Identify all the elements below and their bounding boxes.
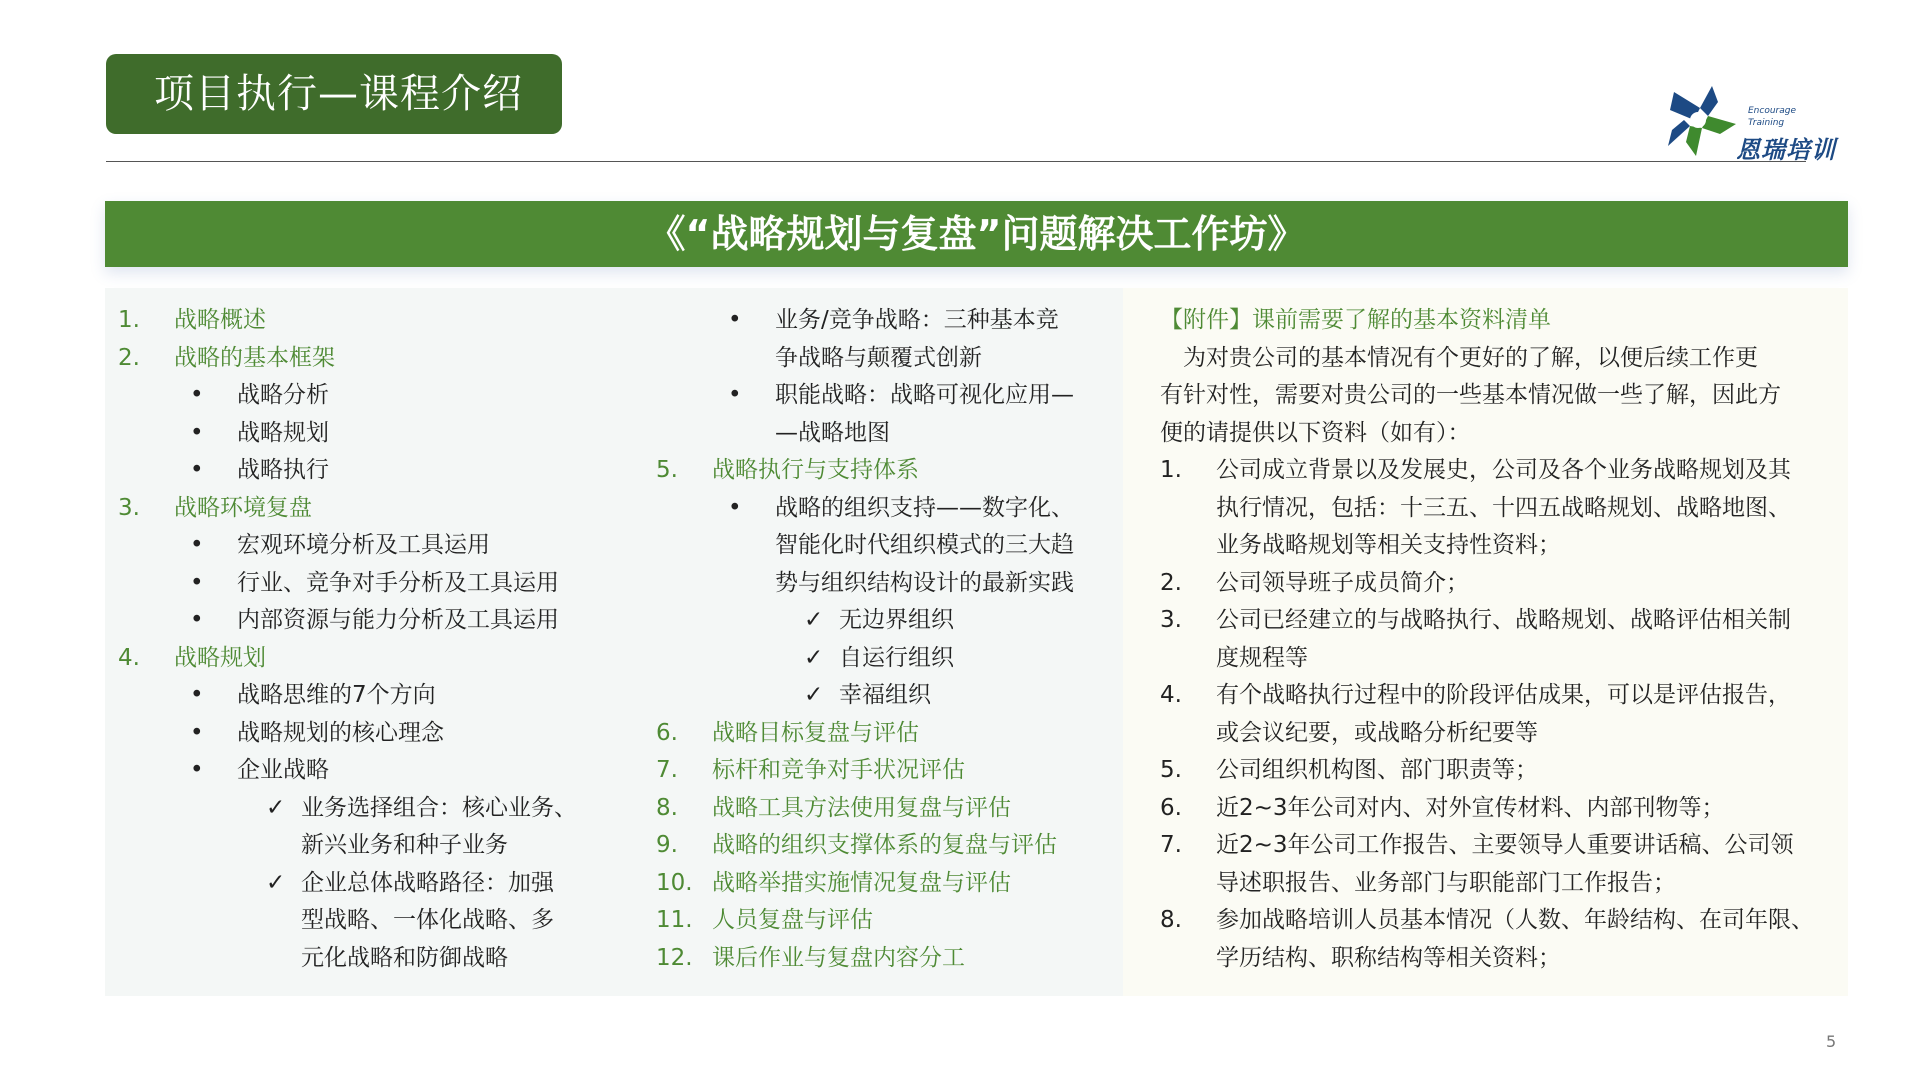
materials-item-cont: 学历结构、职称结构等相关资料； [1216,944,1561,971]
materials-list [1160,302,1840,977]
logo-star-icon [1660,80,1740,160]
outline-checkitem-cont: 元化战略和防御战略 [301,944,508,971]
outline-item: 7. 标杆和竞争对手状况评估 [656,757,965,783]
logo-english-line1: Encourage [1748,106,1797,116]
course-banner: 《“战略规划与复盘”问题解决工作坊》 [105,201,1848,267]
materials-item-cont: 度规程等 [1216,644,1308,671]
materials-item-cont: 或会议纪要，或战略分析纪要等 [1216,719,1538,746]
outline-subitem: • 战略的组织支持——数字化、 [728,494,1074,521]
materials-intro-line: 便的请提供以下资料（如有）： [1160,419,1471,446]
outline-item: 1. 战略概述 [118,307,266,333]
outline-subitem: • 战略规划的核心理念 [190,719,444,746]
outline-subitem: • 行业、竞争对手分析及工具运用 [190,569,559,596]
outline-subitem: • 企业战略 [190,757,329,783]
check-icon: ✓ [266,794,286,821]
check-icon: ✓ [266,869,286,896]
outline-subitem-cont: 智能化时代组织模式的三大趋 [775,532,1074,558]
materials-item: 1. 公司成立背景以及发展史，公司及各个业务战略规划及其 [1160,457,1791,483]
materials-item: 8. 参加战略培训人员基本情况（人数、年龄结构、在司年限、 [1160,907,1814,933]
outline-checkitem: ✓ 幸福组织 [656,677,1116,715]
outline-subitem-cont: 争战略与颠覆式创新 [775,344,982,371]
materials-intro-line: 有针对性，需要对贵公司的一些基本情况做一些了解，因此方 [1160,382,1781,408]
outline-item: 11. 人员复盘与评估 [656,907,873,933]
company-logo [1660,80,1850,170]
check-icon: ✓ [804,682,824,708]
check-icon: ✓ [804,644,824,671]
outline-subitem: • 战略执行 [190,457,329,483]
outline-item: 5. 战略执行与支持体系 [656,457,919,483]
outline-column-2 [656,302,1116,977]
check-icon: ✓ [804,607,824,633]
outline-item: 8. 战略工具方法使用复盘与评估 [656,794,1011,821]
outline-checkitem-cont: 型战略、一体化战略、多 [301,907,554,933]
outline-subitem: • 战略分析 [190,382,329,408]
outline-item: 4. 战略规划 [118,644,266,671]
outline-item: 6. 战略目标复盘与评估 [656,719,919,746]
materials-item-cont: 业务战略规划等相关支持性资料； [1216,532,1561,558]
outline-item: 9. 战略的组织支撑体系的复盘与评估 [656,832,1057,858]
page-number: 5 [1826,1032,1837,1051]
outline-checkitem: ✓ 企业总体战略路径：加强 [118,865,618,903]
header-divider [106,161,1806,162]
outline-checkitem: ✓ 自运行组织 [656,640,1116,678]
materials-heading: 【附件】课前需要了解的基本资料清单 [1160,307,1551,333]
outline-subitem-cont: 势与组织结构设计的最新实践 [775,569,1074,596]
outline-checkitem-cont: 新兴业务和种子业务 [301,832,508,858]
materials-item: 3. 公司已经建立的与战略执行、战略规划、战略评估相关制 [1160,607,1791,633]
materials-item: 2. 公司领导班子成员简介； [1160,569,1469,596]
materials-item: 4. 有个战略执行过程中的阶段评估成果，可以是评估报告， [1160,682,1791,708]
outline-subitem: • 职能战略：战略可视化应用— [728,382,1074,408]
outline-subitem-cont: —战略地图 [775,419,890,446]
outline-column-1 [118,302,618,977]
materials-intro-line: 为对贵公司的基本情况有个更好的了解，以便后续工作更 [1160,344,1758,371]
outline-checkitem: ✓ 业务选择组合：核心业务、 [118,790,618,828]
materials-item: 6. 近2~3年公司对内、对外宣传材料、内部刊物等； [1160,794,1725,821]
outline-subitem: • 内部资源与能力分析及工具运用 [190,607,559,633]
outline-subitem: • 业务/竞争战略：三种基本竞 [728,307,1059,333]
outline-subitem: • 战略规划 [190,419,329,446]
materials-item-cont: 导述职报告、业务部门与职能部门工作报告； [1216,869,1676,896]
outline-subitem: • 战略思维的7个方向 [190,682,436,708]
outline-item: 3. 战略环境复盘 [118,494,312,521]
outline-item: 12. 课后作业与复盘内容分工 [656,944,965,971]
outline-checkitem: ✓ 无边界组织 [656,602,1116,640]
logo-chinese-text: 恩瑞培训 [1736,136,1836,164]
materials-item: 7. 近2~3年公司工作报告、主要领导人重要讲话稿、公司领 [1160,832,1794,858]
materials-item: 5. 公司组织机构图、部门职责等； [1160,757,1538,783]
outline-subitem: • 宏观环境分析及工具运用 [190,532,490,558]
logo-english-line2: Training [1748,118,1785,128]
materials-item-cont: 执行情况，包括：十三五、十四五战略规划、战略地图、 [1216,494,1791,521]
outline-item: 2. 战略的基本框架 [118,344,335,371]
page-title: 项目执行—课程介绍 [106,54,562,134]
outline-item: 10. 战略举措实施情况复盘与评估 [656,869,1011,896]
